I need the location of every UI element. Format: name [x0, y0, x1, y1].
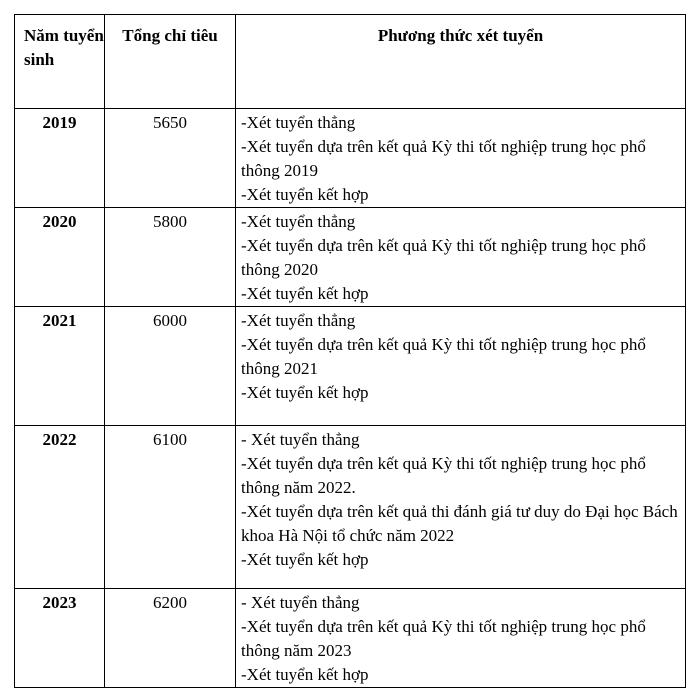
year-cell: 2023 — [15, 589, 105, 688]
table-row — [15, 208, 686, 307]
methods-cell — [236, 109, 686, 208]
method-item: -Xét tuyển kết hợp — [241, 665, 369, 684]
method-item: -Xét tuyển thẳng — [241, 113, 356, 132]
method-item: -Xét tuyển kết hợp — [241, 550, 369, 569]
method-item: -Xét tuyển dựa trên kết quả Kỳ thi tốt nghiệp trung học phổ thông năm 2022. — [241, 454, 646, 497]
table-row — [15, 589, 686, 688]
quota-cell: 6000 — [105, 307, 236, 426]
header-quota: Tổng chỉ tiêu — [105, 15, 236, 109]
method-item: -Xét tuyển kết hợp — [241, 383, 369, 402]
admission-table-container — [14, 14, 686, 688]
method-item: -Xét tuyển dựa trên kết quả Kỳ thi tốt nghiệp trung học phổ thông 2021 — [241, 335, 646, 378]
header-year: Năm tuyển sinh — [15, 15, 105, 109]
method-item: -Xét tuyển dựa trên kết quả Kỳ thi tốt nghiệp trung học phổ thông năm 2023 — [241, 617, 646, 660]
method-item: -Xét tuyển dựa trên kết quả thi đánh giá tư duy do Đại học Bách khoa Hà Nội tổ chức năm 2022 — [241, 502, 678, 545]
header-row — [15, 15, 686, 109]
year-cell: 2022 — [15, 426, 105, 589]
quota-cell: 5800 — [105, 208, 236, 307]
method-item: - Xét tuyển thẳng — [241, 430, 360, 449]
quota-cell: 5650 — [105, 109, 236, 208]
quota-cell: 6100 — [105, 426, 236, 589]
method-item: -Xét tuyển thẳng — [241, 311, 356, 330]
table-row — [15, 109, 686, 208]
method-item: -Xét tuyển kết hợp — [241, 185, 369, 204]
method-item: -Xét tuyển thẳng — [241, 212, 356, 231]
quota-cell: 6200 — [105, 589, 236, 688]
methods-cell — [236, 208, 686, 307]
methods-cell — [236, 589, 686, 688]
year-cell: 2020 — [15, 208, 105, 307]
method-item: -Xét tuyển dựa trên kết quả Kỳ thi tốt nghiệp trung học phổ thông 2019 — [241, 137, 646, 180]
table-row — [15, 307, 686, 426]
table-row — [15, 426, 686, 589]
header-methods: Phương thức xét tuyển — [236, 15, 686, 109]
method-item: - Xét tuyển thẳng — [241, 593, 360, 612]
admission-table — [14, 14, 686, 688]
year-cell: 2021 — [15, 307, 105, 426]
year-cell: 2019 — [15, 109, 105, 208]
method-item: -Xét tuyển dựa trên kết quả Kỳ thi tốt nghiệp trung học phổ thông 2020 — [241, 236, 646, 279]
methods-cell — [236, 307, 686, 426]
method-item: -Xét tuyển kết hợp — [241, 284, 369, 303]
methods-cell — [236, 426, 686, 589]
